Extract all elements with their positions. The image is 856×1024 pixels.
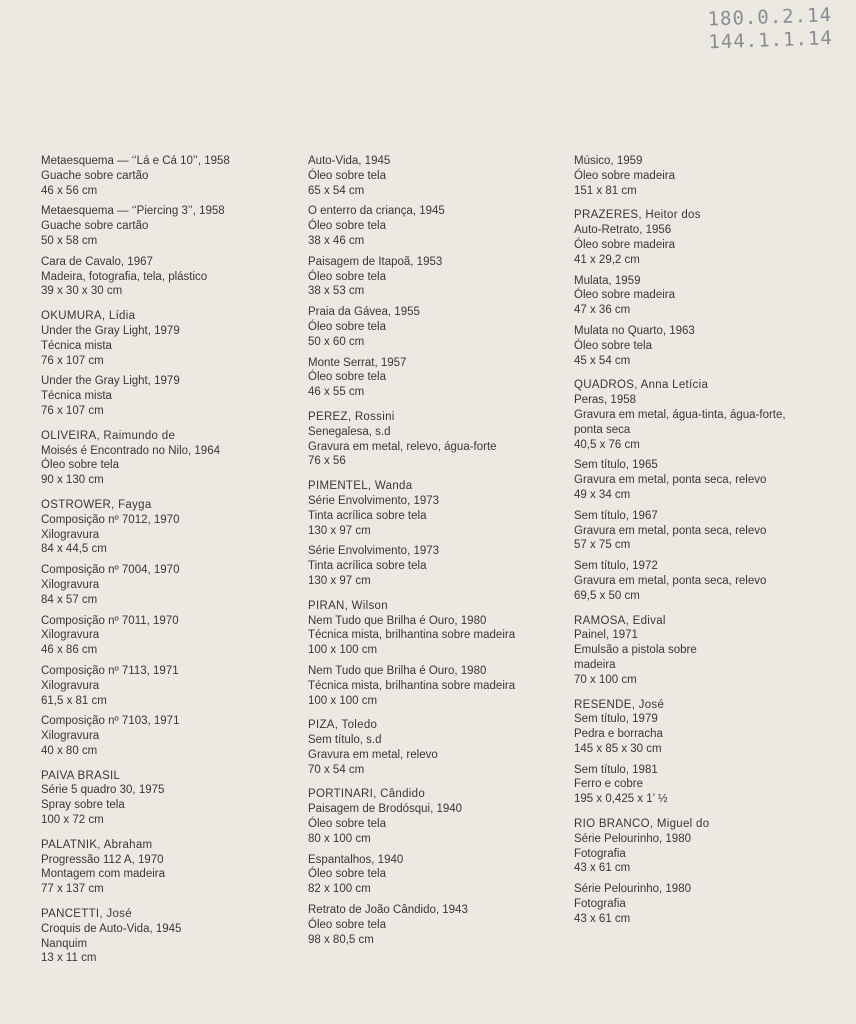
catalog-entry <box>574 378 844 452</box>
artwork-detail: 76 x 56 <box>308 455 346 468</box>
artwork-detail: Tinta acrílica sobre tela <box>308 560 427 573</box>
catalog-entry <box>308 903 558 947</box>
catalog-entry <box>574 154 844 198</box>
artwork-detail: 130 x 97 cm <box>308 524 371 537</box>
artwork-detail: 46 x 86 cm <box>41 644 98 657</box>
artwork-title: Peras, 1958 <box>574 394 637 407</box>
artwork-title: Sem título, 1972 <box>574 560 658 573</box>
artwork-detail: 46 x 55 cm <box>308 386 365 399</box>
artist-name: PEREZ, Rossini <box>308 410 395 423</box>
catalog-entry <box>41 838 291 897</box>
artwork-detail: Óleo sobre tela <box>308 818 386 831</box>
artwork-detail: Gravura em metal, ponta seca, relevo <box>574 474 767 487</box>
catalog-entry <box>41 664 291 708</box>
column-2 <box>308 154 558 953</box>
artist-name: PIZA, Toledo <box>308 719 378 732</box>
catalog-entry <box>308 154 558 198</box>
artwork-detail: 84 x 57 cm <box>41 593 98 606</box>
artwork-detail: ponta seca <box>574 423 631 436</box>
artist-name: PALATNIK, Abraham <box>41 838 153 851</box>
artwork-title: Retrato de João Cândido, 1943 <box>308 904 468 917</box>
catalog-entry <box>41 614 291 658</box>
catalog-entry <box>308 479 558 538</box>
artwork-detail: Óleo sobre madeira <box>574 289 675 302</box>
artwork-detail: 76 x 107 cm <box>41 354 104 367</box>
artwork-title: Série Pelourinho, 1980 <box>574 883 691 896</box>
artwork-title: Nem Tudo que Brilha é Ouro, 1980 <box>308 614 487 627</box>
artwork-detail: 77 x 137 cm <box>41 883 104 896</box>
artwork-detail: 100 x 100 cm <box>308 644 378 657</box>
artwork-title: Série 5 quadro 30, 1975 <box>41 784 165 797</box>
artwork-detail: 98 x 80,5 cm <box>308 933 374 946</box>
artwork-detail: 130 x 97 cm <box>308 574 371 587</box>
annotation-line-1: 180.0.2.14 <box>707 4 833 31</box>
artwork-title: Croquis de Auto-Vida, 1945 <box>41 922 182 935</box>
artwork-detail: 50 x 58 cm <box>41 234 98 247</box>
artwork-detail: Óleo sobre tela <box>308 270 386 283</box>
artist-name: PANCETTI, José <box>41 908 132 921</box>
artwork-detail: Gravura em metal, água-tinta, água-forte, <box>574 408 786 421</box>
artwork-detail: Gravura em metal, ponta seca, relevo <box>574 524 767 537</box>
artwork-detail: Óleo sobre madeira <box>574 169 675 182</box>
artist-name: PRAZERES, Heitor dos <box>574 209 701 222</box>
artwork-detail: Madeira, fotografia, tela, plástico <box>41 270 208 283</box>
artwork-detail: Óleo sobre tela <box>41 459 119 472</box>
catalog-entry <box>308 305 558 349</box>
artwork-detail: 145 x 85 x 30 cm <box>574 742 662 755</box>
artwork-detail: Óleo sobre tela <box>308 320 386 333</box>
artwork-title: Moisés é Encontrado no Nilo, 1964 <box>41 444 220 457</box>
catalog-entry <box>308 410 558 469</box>
artwork-title: Senegalesa, s.d <box>308 425 391 438</box>
artwork-detail: Técnica mista <box>41 390 112 403</box>
artist-name: PAIVA BRASIL <box>41 769 121 782</box>
catalog-entry <box>41 907 291 966</box>
artwork-detail: 69,5 x 50 cm <box>574 589 640 602</box>
catalog-entry <box>574 763 844 807</box>
artwork-title: Sem título, 1981 <box>574 763 658 776</box>
artwork-title: Série Envolvimento, 1973 <box>308 494 440 507</box>
artwork-detail: 57 x 75 cm <box>574 539 631 552</box>
handwritten-annotation <box>707 4 849 55</box>
artwork-title: Sem título, s.d <box>308 734 382 747</box>
artwork-title: Paisagem de Brodósqui, 1940 <box>308 803 463 816</box>
artwork-title: Músico, 1959 <box>574 155 643 167</box>
catalog-entry <box>574 458 844 502</box>
catalog-entry <box>574 274 844 318</box>
artwork-detail: 43 x 61 cm <box>574 912 631 925</box>
artwork-detail: Gravura em metal, relevo, água-forte <box>308 440 497 453</box>
artwork-detail: 76 x 107 cm <box>41 404 104 417</box>
artwork-detail: Fotografia <box>574 898 626 911</box>
artwork-detail: Nanquim <box>41 937 88 950</box>
artwork-title: Progressão 112 A, 1970 <box>41 853 164 866</box>
artwork-detail: Guache sobre cartão <box>41 220 149 233</box>
artwork-detail: Técnica mista, brilhantina sobre madeira <box>308 679 516 692</box>
artwork-title: Monte Serrat, 1957 <box>308 356 407 369</box>
artwork-detail: 47 x 36 cm <box>574 304 631 317</box>
catalog-entry <box>574 559 844 603</box>
artwork-detail: 100 x 72 cm <box>41 814 104 827</box>
artist-name: PORTINARI, Cândido <box>308 788 426 801</box>
artwork-title: Under the Gray Light, 1979 <box>41 375 180 388</box>
column-3 <box>574 154 844 933</box>
artwork-detail: 39 x 30 x 30 cm <box>41 285 123 298</box>
catalog-entry <box>41 204 291 248</box>
artwork-title: Auto-Vida, 1945 <box>308 155 391 167</box>
artwork-detail: 84 x 44,5 cm <box>41 543 107 556</box>
artwork-title: Composição nº 7011, 1970 <box>41 614 179 627</box>
artwork-detail: 100 x 100 cm <box>308 694 378 707</box>
artwork-detail: 151 x 81 cm <box>574 184 637 197</box>
artwork-detail: 43 x 61 cm <box>574 862 631 875</box>
artwork-title: Nem Tudo que Brilha é Ouro, 1980 <box>308 664 487 677</box>
catalog-entry <box>41 255 291 299</box>
annotation-line-2: 144.1.1.14 <box>708 27 834 54</box>
artwork-detail: 45 x 54 cm <box>574 354 631 367</box>
artwork-title: Under the Gray Light, 1979 <box>41 324 180 337</box>
artwork-title: O enterro da criança, 1945 <box>308 205 445 218</box>
artwork-detail: Óleo sobre tela <box>308 371 386 384</box>
artwork-title: Auto-Retrato, 1956 <box>574 224 672 237</box>
artwork-detail: Óleo sobre tela <box>308 918 386 931</box>
catalog-entry <box>41 769 291 828</box>
artwork-title: Metaesquema — ‘‘Lá e Cá 10’’, 1958 <box>41 155 230 167</box>
artwork-detail: 40 x 80 cm <box>41 744 98 757</box>
artwork-title: Painel, 1971 <box>574 629 638 642</box>
artist-name: RAMOSA, Edival <box>574 614 666 627</box>
artwork-detail: Óleo sobre tela <box>308 169 386 182</box>
catalog-entry <box>574 882 844 926</box>
artwork-detail: 13 x 11 cm <box>41 952 97 965</box>
artwork-title: Cara de Cavalo, 1967 <box>41 255 153 268</box>
catalog-entry <box>41 154 291 198</box>
artwork-detail: 46 x 56 cm <box>41 184 98 197</box>
catalog-entry <box>308 356 558 400</box>
artwork-title: Metaesquema — ‘‘Piercing 3’’, 1958 <box>41 205 225 218</box>
catalog-entry <box>308 787 558 846</box>
artwork-detail: Óleo sobre tela <box>308 220 386 233</box>
artist-name: QUADROS, Anna Letícia <box>574 379 709 392</box>
artwork-detail: 90 x 130 cm <box>41 474 104 487</box>
artwork-detail: 49 x 34 cm <box>574 488 631 501</box>
artist-name: OLIVEIRA, Raimundo de <box>41 429 176 442</box>
catalog-entry <box>574 509 844 553</box>
artwork-title: Composição nº 7103, 1971 <box>41 715 180 728</box>
artwork-detail: 38 x 53 cm <box>308 285 365 298</box>
artwork-detail: Spray sobre tela <box>41 799 125 812</box>
catalog-entry <box>308 718 558 777</box>
catalog-entry <box>574 698 844 757</box>
catalog-entry <box>308 853 558 897</box>
catalog-entry <box>308 599 558 658</box>
artwork-detail: Xilogravura <box>41 578 100 591</box>
artwork-detail: 50 x 60 cm <box>308 335 365 348</box>
artwork-detail: 80 x 100 cm <box>308 832 371 845</box>
artwork-detail: 195 x 0,425 x 1’ ½ <box>574 793 668 806</box>
catalog-entry <box>308 204 558 248</box>
artwork-detail: Tinta acrílica sobre tela <box>308 509 427 522</box>
artwork-detail: Pedra e borracha <box>574 728 663 741</box>
artwork-detail: Técnica mista, brilhantina sobre madeira <box>308 629 516 642</box>
artwork-title: Mulata no Quarto, 1963 <box>574 324 695 337</box>
artwork-detail: Xilogravura <box>41 528 100 541</box>
artwork-detail: Xilogravura <box>41 679 100 692</box>
artwork-title: Série Envolvimento, 1973 <box>308 545 440 558</box>
catalog-entry <box>574 614 844 688</box>
artwork-detail: 70 x 100 cm <box>574 673 637 686</box>
artwork-detail: Emulsão a pistola sobre <box>574 644 697 657</box>
catalog-entry <box>308 664 558 708</box>
catalog-entry <box>41 563 291 607</box>
artwork-detail: Xilogravura <box>41 629 100 642</box>
artwork-title: Mulata, 1959 <box>574 274 641 287</box>
catalog-entry <box>41 498 291 557</box>
artist-name: RESENDE, José <box>574 698 665 711</box>
artwork-detail: 82 x 100 cm <box>308 883 371 896</box>
artwork-detail: Óleo sobre tela <box>574 339 652 352</box>
artwork-detail: 38 x 46 cm <box>308 234 365 247</box>
artwork-detail: madeira <box>574 658 616 671</box>
catalog-entry <box>574 817 844 876</box>
artwork-title: Composição nº 7012, 1970 <box>41 513 180 526</box>
artwork-title: Praia da Gávea, 1955 <box>308 306 420 319</box>
artwork-title: Sem título, 1965 <box>574 459 658 472</box>
artwork-detail: 61,5 x 81 cm <box>41 694 107 707</box>
catalog-entry <box>308 544 558 588</box>
catalog-entry <box>308 255 558 299</box>
artwork-detail: Óleo sobre madeira <box>574 238 675 251</box>
artwork-detail: 41 x 29,2 cm <box>574 253 640 266</box>
artist-name: PIMENTEL, Wanda <box>308 480 413 493</box>
catalog-entry <box>41 714 291 758</box>
artwork-title: Sem título, 1979 <box>574 713 658 726</box>
catalog-entry <box>41 429 291 488</box>
artist-name: OSTROWER, Fayga <box>41 498 152 511</box>
artwork-detail: Gravura em metal, relevo <box>308 748 438 761</box>
artwork-detail: Montagem com madeira <box>41 868 165 881</box>
artwork-title: Série Pelourinho, 1980 <box>574 832 691 845</box>
artist-name: PIRAN, Wilson <box>308 599 388 612</box>
artwork-title: Composição nº 7113, 1971 <box>41 664 179 677</box>
artwork-title: Paisagem de Itapoã, 1953 <box>308 255 443 268</box>
artwork-detail: 70 x 54 cm <box>308 763 365 776</box>
artwork-detail: Ferro e cobre <box>574 778 644 791</box>
artwork-detail: Xilogravura <box>41 730 100 743</box>
column-1 <box>41 154 291 972</box>
artwork-detail: 40,5 x 76 cm <box>574 438 640 451</box>
artist-name: RIO BRANCO, Miguel do <box>574 818 710 831</box>
artwork-detail: Gravura em metal, ponta seca, relevo <box>574 574 767 587</box>
catalog-entry <box>41 374 291 418</box>
artwork-title: Espantalhos, 1940 <box>308 853 404 866</box>
artwork-detail: 65 x 54 cm <box>308 184 365 197</box>
catalog-entry <box>41 309 291 368</box>
artwork-detail: Óleo sobre tela <box>308 868 386 881</box>
artwork-title: Sem título, 1967 <box>574 509 658 522</box>
artist-name: OKUMURA, Lídia <box>41 310 136 323</box>
artwork-detail: Guache sobre cartão <box>41 169 149 182</box>
catalog-entry <box>574 324 844 368</box>
artwork-detail: Técnica mista <box>41 339 112 352</box>
artwork-detail: Fotografia <box>574 847 626 860</box>
artwork-title: Composição nº 7004, 1970 <box>41 564 180 577</box>
catalog-entry <box>574 208 844 267</box>
